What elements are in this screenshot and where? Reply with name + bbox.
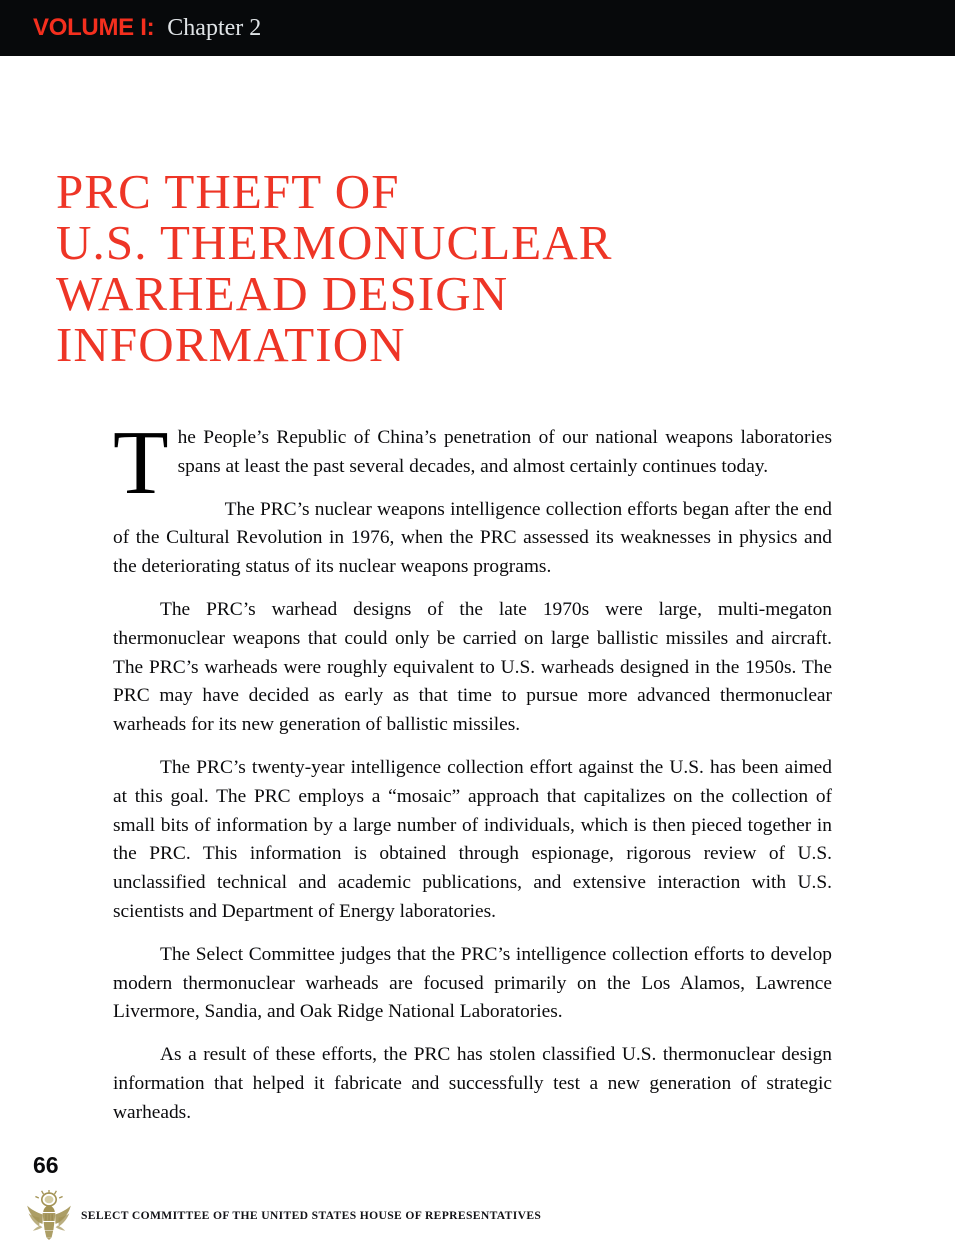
chapter-label: Chapter 2 <box>167 15 262 41</box>
chapter-title-line-2: U.S. THERMONUCLEAR <box>56 215 613 270</box>
footer-committee-text: SELECT COMMITTEE OF THE UNITED STATES HOUSE OF REPRESENTATIVES <box>81 1208 542 1222</box>
chapter-title-line-1: PRC THEFT OF <box>56 164 400 219</box>
body-text <box>113 412 832 1128</box>
page-number: 66 <box>33 1152 59 1178</box>
chapter-title <box>56 166 816 370</box>
paragraph-2: The PRC’s nuclear weapons intelligence collection efforts began after the end of the Cultural Revolution in 1976, when the PRC assessed its weaknesses in physics and the deteriorating status of its nuclear weapons programs. <box>113 498 832 578</box>
page-footer <box>25 1190 541 1240</box>
paragraph-6: As a result of these efforts, the PRC has stolen classified U.S. thermonuclear design information that helped it fabricate and successfully test a new generation of strategic warheads. <box>113 1044 832 1123</box>
chapter-title-line-3: WARHEAD DESIGN <box>56 266 509 321</box>
us-house-eagle-seal-icon <box>25 1190 73 1240</box>
paragraph-3: The PRC’s warhead designs of the late 1970s were large, multi-megaton thermonuclear weapons that could only be carried on large ballistic missiles and aircraft. The PRC’s warheads were roughly equivalent to U.S. warheads designed in the 1950s. The PRC may have decided as early as that time to pursue more advanced thermonuclear warheads for its new generation of ballistic missiles. <box>113 598 832 736</box>
paragraph-5: The Select Committee judges that the PRC’s intelligence collection efforts to develop modern thermonuclear warheads are focused primarily on the Los Alamos, Lawrence Livermore, Sandia, and Oak Ridge National Laboratories. <box>113 943 832 1023</box>
page-header-bar <box>0 0 955 56</box>
volume-label: VOLUME I: <box>33 14 155 41</box>
paragraph-4: The PRC’s twenty-year intelligence collection effort against the U.S. has been aimed at this goal. The PRC employs a “mosaic” approach that capitalizes on the collection of small bits of information by a large number of individuals, which is then pieced together in the PRC. This information is obtained through espionage, rigorous review of U.S. unclassified technical and academic publications, and extensive interaction with U.S. scientists and Department of Energy laboratories. <box>113 756 832 922</box>
paragraph-1: The People’s Republic of China’s penetration of our national weapons laboratories spans at least the past several decades, and almost certainly continues today. <box>113 412 832 513</box>
chapter-title-line-4: INFORMATION <box>56 317 406 372</box>
header-title-group <box>0 14 261 42</box>
